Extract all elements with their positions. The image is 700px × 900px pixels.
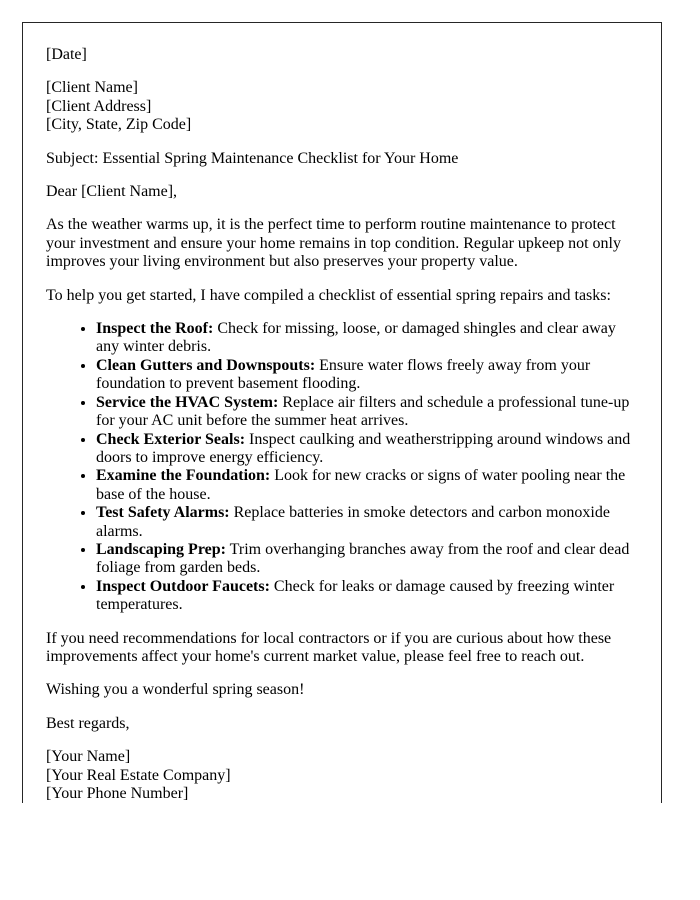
date-line: [Date] [46, 46, 87, 63]
checklist-item [96, 357, 636, 394]
checklist-item [96, 394, 636, 431]
checklist-item-description: Look for new cracks or signs of water pooling near the base of the house. [96, 467, 626, 503]
signoff: Best regards, [46, 714, 130, 732]
checklist-intro: To help you get started, I have compiled a checklist of essential spring repairs and tasks: [46, 286, 611, 304]
checklist-item-title: Check Exterior Seals: [96, 430, 246, 448]
checklist-item-title: Test Safety Alarms: [96, 504, 230, 522]
greeting: Dear [Client Name], [46, 183, 178, 201]
recipient-block [46, 79, 636, 134]
checklist-item-title: Inspect Outdoor Faucets: [96, 577, 270, 595]
checklist-item-description: Check for leaks or damage caused by freezing winter temperatures. [96, 577, 615, 614]
closing-paragraph: If you need recommendations for local contractors or if you are curious about how these improvements affect your home's current market value, please feel free to reach out. [46, 629, 612, 665]
signature-name: [Your Name] [46, 748, 131, 766]
checklist-item-description: Replace batteries in smoke detectors and carbon monoxide alarms. [96, 504, 610, 540]
checklist-item [96, 541, 636, 578]
checklist-item [96, 431, 636, 468]
wish-line: Wishing you a wonderful spring season! [46, 681, 305, 699]
signature-company: [Your Real Estate Company] [46, 766, 231, 784]
recipient-address: [Client Address] [46, 97, 152, 115]
checklist-item-description: Ensure water flows freely away from your foundation to prevent basement flooding. [96, 356, 591, 393]
checklist-item-description: Check for missing, loose, or damaged shingles and clear away any winter debris. [96, 320, 616, 356]
recipient-name: [Client Name] [46, 79, 138, 97]
checklist-item-description: Trim overhanging branches away from the roof and clear dead foliage from garden beds. [96, 540, 630, 577]
checklist-item-description: Replace air filters and schedule a professional tune-up for your AC unit before the summer heat arrives. [96, 393, 630, 430]
checklist-item-title: Clean Gutters and Downspouts: [96, 356, 316, 374]
signature-phone: [Your Phone Number] [46, 785, 189, 802]
intro-paragraph: As the weather warms up, it is the perfect time to perform routine maintenance to protect your investment and ensure your home remains in top condition. Regular upkeep not only improves your living environment but also preserves your property value. [46, 216, 621, 271]
checklist [46, 320, 636, 615]
subject-line: Subject: Essential Spring Maintenance Checklist for Your Home [46, 149, 459, 167]
checklist-item [96, 320, 636, 357]
checklist-item-title: Inspect the Roof: [96, 320, 214, 338]
letter-page [22, 22, 662, 803]
checklist-item-title: Service the HVAC System: [96, 393, 279, 411]
checklist-item-description: Inspect caulking and weatherstripping around windows and doors to improve energy efficiency. [96, 430, 631, 466]
recipient-city-state-zip: [City, State, Zip Code] [46, 116, 192, 134]
checklist-item [96, 578, 636, 615]
checklist-item [96, 504, 636, 541]
signature-block [46, 748, 636, 803]
checklist-item [96, 467, 636, 504]
checklist-item-title: Landscaping Prep: [96, 540, 226, 558]
checklist-item-title: Examine the Foundation: [96, 467, 271, 485]
